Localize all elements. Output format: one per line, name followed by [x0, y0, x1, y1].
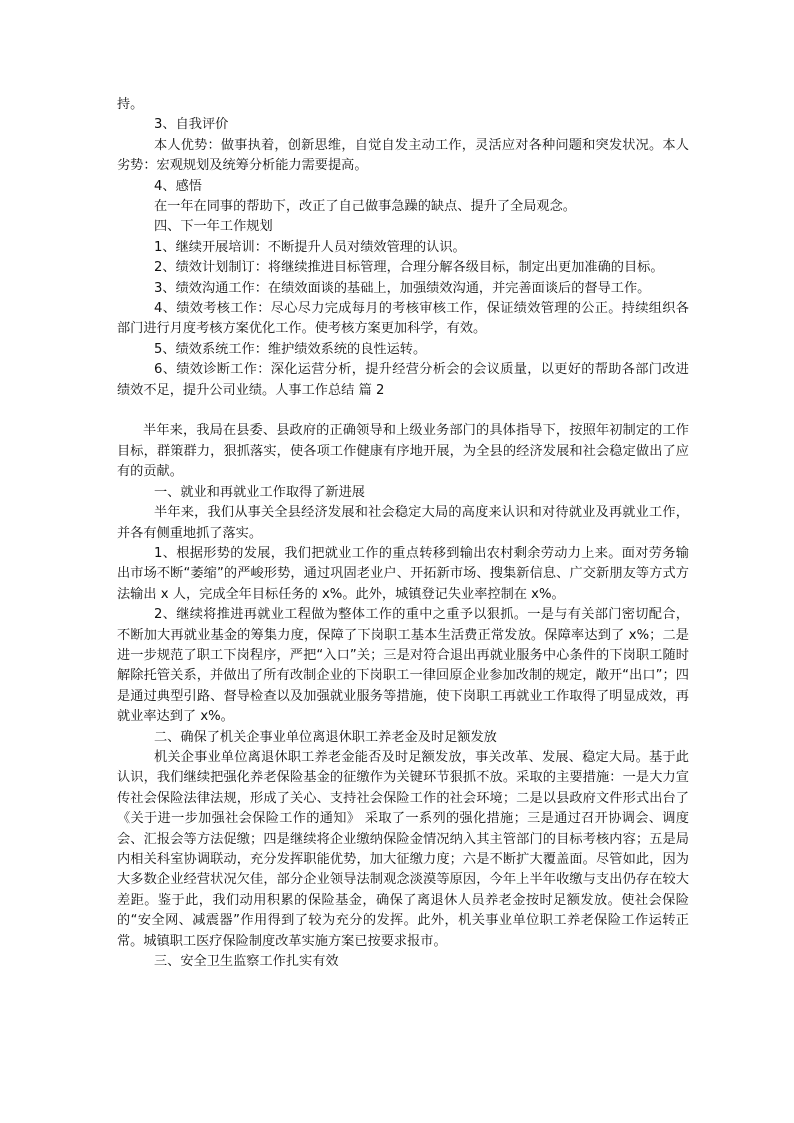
section-heading: 3、自我评价	[154, 117, 229, 133]
paragraph: 在一年在同事的帮助下，改正了自己做事急躁的缺点、提升了全局观念。	[154, 199, 576, 215]
paragraph: 持。	[117, 97, 144, 112]
document-page	[117, 95, 689, 972]
section-heading: 四、下一年工作规划	[154, 219, 273, 235]
blank-line	[117, 401, 689, 421]
list-item: 6、绩效诊断工作：深化运营分析，提升经营分析会的会议质量，以更好的帮助各部门改进绩效不足，提升公司业绩。人事工作总结 篇 2	[117, 362, 689, 398]
list-item: 2、绩效计划制订：将继续推进目标管理，合理分解各级目标，制定出更加准确的目标。	[154, 260, 664, 276]
paragraph: 半年来，我局在县委、县政府的正确领导和上级业务部门的具体指导下，按照年初制定的工作目标，群策群力，狠抓落实，使各项工作健康有序地开展，为全县的经济发展和社会稳定做出了应有的贡献。	[117, 423, 689, 480]
list-item: 3、绩效沟通工作：在绩效面谈的基础上，加强绩效沟通，并完善面谈后的督导工作。	[154, 280, 651, 296]
section-heading: 二、确保了机关企事业单位离退休职工养老金及时足额发放	[154, 729, 497, 745]
section-heading: 三、安全卫生监察工作扎实有效	[154, 954, 339, 970]
section-heading: 一、就业和再就业工作取得了新进展	[154, 484, 365, 500]
list-item: 1、继续开展培训：不断提升人员对绩效管理的认识。	[154, 239, 466, 255]
paragraph: 2、继续将推进再就业工程做为整体工作的重中之重予以狠抓。一是与有关部门密切配合，不断加大再就业基金的筹集力度，保障了下岗职工基本生活费正常发放。保障率达到了 x%；二是进一步规范了职工下岗程序，严把“入口”关；三是对符合退出再就业服务中心条件的下岗职工随时解除托管关系，并做出了所有改制企业的下岗职工一律回原企业参加改制的规定，敞开“出口”；四是通过典型引路、督导检查以及加强就业服务等措施，使下岗职工再就业工作取得了明显成效，再就业率达到了 x%。	[117, 607, 689, 725]
paragraph: 半年来，我们从事关全县经济发展和社会稳定大局的高度来认识和对待就业及再就业工作，并各有侧重地抓了落实。	[117, 505, 689, 541]
list-item: 5、绩效系统工作：维护绩效系统的良性运转。	[154, 341, 427, 357]
section-heading: 4、感悟	[154, 178, 202, 194]
paragraph: 1、根据形势的发展，我们把就业工作的重点转移到输出农村剩余劳动力上来。面对劳务输出市场不断“萎缩”的严峻形势，通过巩固老业户、开拓新市场、搜集新信息、广交新朋友等方式方法输出 x 人，完成全年目标任务的 x%。此外，城镇登记失业率控制在 x%。	[117, 545, 689, 602]
paragraph: 本人优势：做事执着，创新思维，自觉自发主动工作，灵活应对各种问题和突发状况。本人劣势：宏观规划及统筹分析能力需要提高。	[117, 137, 689, 174]
list-item: 4、绩效考核工作：尽心尽力完成每月的考核审核工作，保证绩效管理的公正。持续组织各部门进行月度考核方案优化工作。使考核方案更加科学，有效。	[117, 301, 689, 337]
paragraph: 机关企事业单位离退休职工养老金能否及时足额发放，事关改革、发展、稳定大局。基于此认识，我们继续把强化养老保险基金的征缴作为关键环节狠抓不放。采取的主要措施：一是大力宣传社会保险法律法规，形成了关心、支持社会保险工作的社会环境；二是以县政府文件形式出台了《关于进一步加强社会保险工作的通知》 采取了一系列的强化措施；三是通过召开协调会、调度会、汇报会等方法促缴；四是继续将企业缴纳保险金情况纳入其主管部门的目标考核内容；五是局内相关科室协调联动，充分发挥职能优势，加大征缴力度；六是不断扩大覆盖面。尽管如此，因为大多数企业经营状况欠佳，部分企业领导法制观念淡漠等原因，今年上半年收缴与支出仍存在较大差距。鉴于此，我们动用积累的保险基金，确保了离退休人员养老金按时足额发放。使社会保险的“安全网、减震器”作用得到了较为充分的发挥。此外，机关事业单位职工养老保险工作运转正常。城镇职工医疗保险制度改革实施方案已按要求报市。	[117, 749, 689, 949]
